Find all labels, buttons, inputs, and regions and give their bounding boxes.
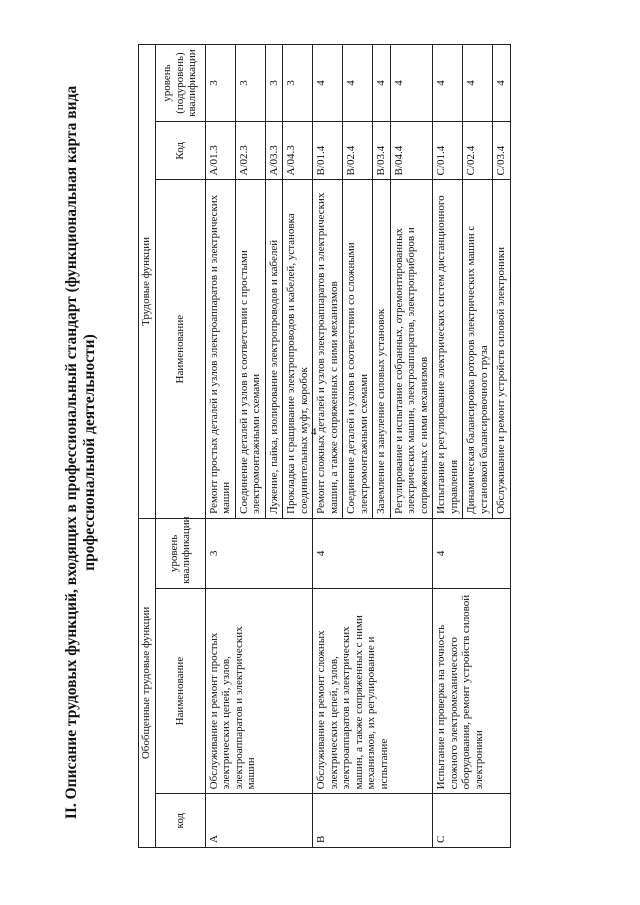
function-code: C/02.4: [463, 122, 493, 180]
function-level: 4: [433, 45, 463, 122]
group-code: C: [433, 794, 511, 848]
generalized-functions-header: Обобщенные трудовые функции: [139, 518, 156, 847]
group-code: B: [313, 794, 433, 848]
function-name: Прокладка и сращивание электропроводов и кабелей, установка соединительных муфт, коробок: [283, 180, 313, 518]
function-level: 3: [265, 45, 283, 122]
functional-map-table: [138, 44, 511, 848]
function-name: Соединение деталей и узлов в соответствии со сложными электромонтажными схемами: [343, 180, 373, 518]
group-level: 4: [313, 518, 433, 588]
function-code: C/01.4: [433, 122, 463, 180]
group-name: Испытание и проверка на точность сложного электромеханического оборудования, ремонт устройств силовой электроники: [433, 588, 511, 793]
section-title-line-2: профессиональной деятельности): [81, 334, 98, 571]
function-level: 3: [235, 45, 265, 122]
labor-functions-header: Трудовые функции: [139, 45, 156, 519]
col-header-gen-level: уровень квалификации: [155, 518, 205, 588]
group-name: Обслуживание и ремонт простых электрических цепей, узлов, электроаппаратов и электрических машин: [205, 588, 313, 793]
function-level: 4: [493, 45, 511, 122]
function-level: 3: [205, 45, 235, 122]
function-code: A/04.3: [283, 122, 313, 180]
function-code: A/03.3: [265, 122, 283, 180]
function-level: 4: [343, 45, 373, 122]
function-name: Лужение, пайка, изолирование электропроводов и кабелей: [265, 180, 283, 518]
col-header-code: код: [155, 794, 205, 848]
table-row: [205, 45, 235, 848]
function-code: B/03.4: [373, 122, 391, 180]
function-code: B/01.4: [313, 122, 343, 180]
group-level: 3: [205, 518, 313, 588]
function-name: Обслуживание и ремонт устройств силовой электроники: [493, 180, 511, 518]
function-name: Испытание и регулирование электрических систем дистанционного управления: [433, 180, 463, 518]
col-header-tf-name: Наименование: [155, 180, 205, 518]
col-header-tf-code: Код: [155, 122, 205, 180]
function-level: 4: [390, 45, 433, 122]
function-code: C/03.4: [493, 122, 511, 180]
function-level: 4: [463, 45, 493, 122]
function-name: Ремонт простых деталей и узлов электроаппаратов и электрических машин: [205, 180, 235, 518]
section-title-line-1: II. Описание трудовых функций, входящих в профессиональный стандарт (функциональная карта вида: [63, 85, 80, 820]
section-title: [63, 0, 99, 905]
function-name: Заземление и зануление силовых установок: [373, 180, 391, 518]
page-number: 4: [311, 426, 317, 438]
group-level: 4: [433, 518, 511, 588]
function-code: B/04.4: [390, 122, 433, 180]
function-level: 4: [313, 45, 343, 122]
group-code: A: [205, 794, 313, 848]
function-code: A/01.3: [205, 122, 235, 180]
function-name: Регулирование и испытание собранных, отремонтированных электрических машин, электроаппаратов, электроприборов и сопряженных с ними механизмов: [390, 180, 433, 518]
function-name: Ремонт сложных деталей и узлов электроаппаратов и электрических машин, а также сопряженных с ними механизмов: [313, 180, 343, 518]
group-name: Обслуживание и ремонт сложных электрических цепей, узлов, электроаппаратов и электрических машин, а также сопряженных с ними механизмов, их регулирование и испытание: [313, 588, 433, 793]
function-name: Динамическая балансировка роторов электрических машин с установкой балансировочного груза: [463, 180, 493, 518]
col-header-tf-level: уровень (подуровень) квалификации: [155, 45, 205, 122]
function-code: A/02.3: [235, 122, 265, 180]
table-row: [313, 45, 343, 848]
table-row: [433, 45, 463, 848]
function-code: B/02.4: [343, 122, 373, 180]
function-name: Соединение деталей и узлов в соответствии с простыми электромонтажными схемами: [235, 180, 265, 518]
function-level: 3: [283, 45, 313, 122]
col-header-gen-name: Наименование: [155, 588, 205, 793]
function-level: 4: [373, 45, 391, 122]
